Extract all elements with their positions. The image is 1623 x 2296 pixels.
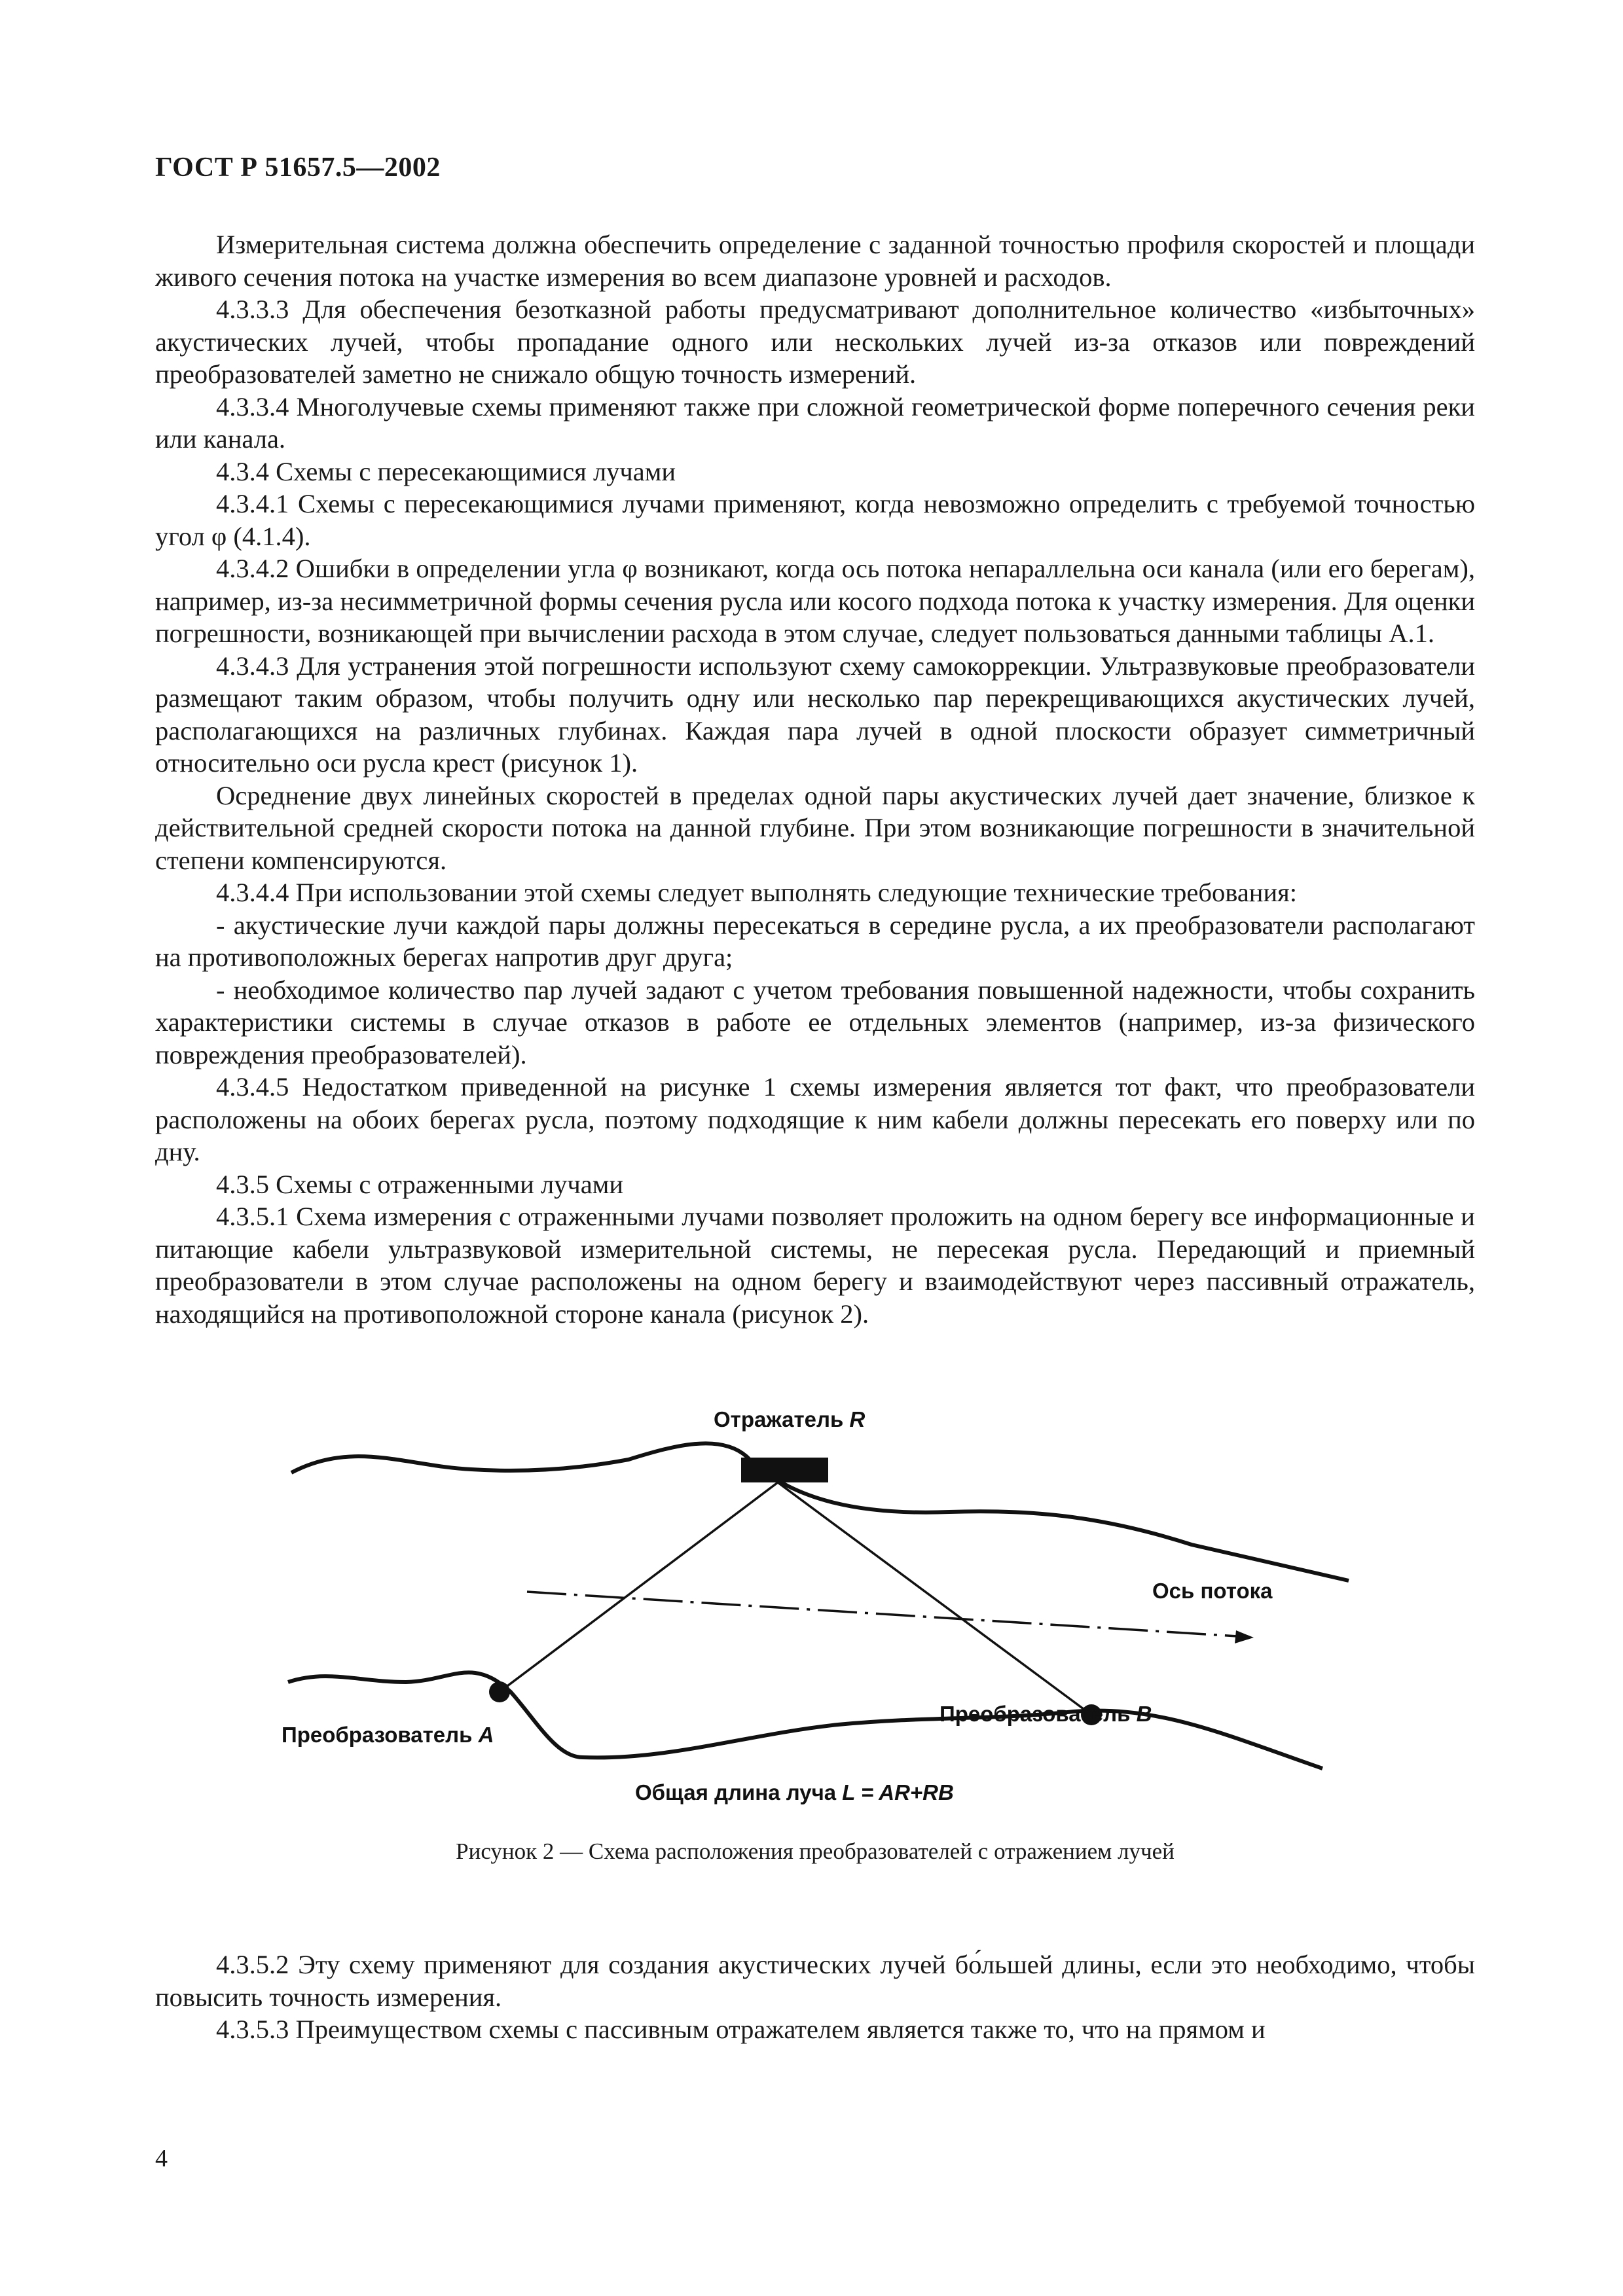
- transducer-a-dot: [489, 1681, 510, 1702]
- document-header: ГОСТ Р 51657.5—2002: [155, 152, 441, 183]
- paragraph: 4.3.4.1 Схемы с пересекающимися лучами применяют, когда невозможно определить с требуемой точностью угол φ (4.1.4).: [155, 489, 1475, 551]
- page-number: 4: [155, 2145, 168, 2172]
- reflector-label: Отражатель R: [714, 1407, 866, 1431]
- paragraph: 4.3.4.5 Недостатком приведенной на рисунке 1 схемы измерения является тот факт, что преобразователи расположены на обоих берегах русла, поэтому подходящие к ним кабели должны пересекать его поверху или по дну.: [155, 1072, 1475, 1166]
- transducer-a-label: Преобразователь A: [282, 1723, 494, 1747]
- paragraph: 4.3.3.4 Многолучевые схемы применяют также при сложной геометрической форме поперечного сечения реки или канала.: [155, 391, 1475, 454]
- section-heading: 4.3.5 Схемы с отраженными лучами: [216, 1169, 624, 1199]
- list-item: - акустические лучи каждой пары должны пересекаться в середине русла, а их преобразователи располагают на противоположных берегах напротив друг друга;: [155, 910, 1475, 972]
- flow-axis-line: [527, 1592, 1237, 1636]
- paragraph: 4.3.5.3 Преимуществом схемы с пассивным отражателем является также то, что на прямом и: [216, 2015, 1266, 2044]
- body-text-top: [155, 228, 1475, 1330]
- paragraph: Осреднение двух линейных скоростей в пределах одной пары акустических лучей дает значение, близкое к действительной средней скорости потока на данной глубине. При этом возникающие погрешности в значительной степени компенсируются.: [155, 780, 1475, 875]
- paragraph: 4.3.4.3 Для устранения этой погрешности используют схему самокоррекции. Ультразвуковые преобразователи размещают таким образом, чтобы получить одну или несколько пар перекрещивающихся акустических лучей, располагающихся на различных глубинах. Каждая пара лучей в одной плоскости образует симметричный относительно оси русла крест (рисунок 1).: [155, 651, 1475, 778]
- lower-bank-line: [288, 1672, 1322, 1768]
- reflection-scheme-figure: [275, 1394, 1362, 1813]
- path-length-label: Общая длина луча L = AR+RB: [635, 1780, 954, 1804]
- paragraph: 4.3.5.2 Эту схему применяют для создания акустических лучей бо́льшей длины, если это необходимо, чтобы повысить точность измерения.: [155, 1950, 1475, 2012]
- beam-ar: [500, 1482, 778, 1692]
- paragraph: 4.3.5.1 Схема измерения с отраженными лучами позволяет проложить на одном берегу все информационные и питающие кабели ультразвуковой измерительной системы, не пересекая русла. Передающий и приемный преобразователи в этом случае расположены на одном берегу и взаимодействуют через пассивный отражатель, находящийся на противоположной стороне канала (рисунок 2).: [155, 1202, 1475, 1329]
- paragraph: 4.3.3.3 Для обеспечения безотказной работы предусматривают дополнительное количество «избыточных» акустических лучей, чтобы пропадание одного или нескольких лучей из-за отказов или повреждений преобразователей заметно не снижало общую точность измерений.: [155, 295, 1475, 389]
- flow-axis-label: Ось потока: [1152, 1579, 1273, 1603]
- section-heading: 4.3.4 Схемы с пересекающимися лучами: [216, 456, 676, 486]
- figure-caption: Рисунок 2 — Схема расположения преобразователей с отражением лучей: [456, 1839, 1175, 1864]
- transducer-b-label: Преобразователь B: [939, 1702, 1152, 1726]
- reflector-block: [741, 1458, 828, 1482]
- flow-axis-arrow-icon: [1235, 1630, 1254, 1643]
- list-item: - необходимое количество пар лучей задают с учетом требования повышенной надежности, чтобы сохранить характеристики системы в случае отказов в работе ее отдельных элементов (например, из-за физического повреждения преобразователей).: [155, 975, 1475, 1069]
- figure-drawing: [275, 1394, 1362, 1813]
- beam-rb: [778, 1482, 1091, 1715]
- paragraph: 4.3.4.2 Ошибки в определении угла φ возникают, когда ось потока непараллельна оси канала (или его берегам), например, из-за несимметричной формы сечения русла или косого подхода потока к участку измерения. Для оценки погрешности, возникающей при вычислении расхода в этом случае, следует пользоваться данными таблицы А.1.: [155, 554, 1475, 648]
- paragraph: Измерительная система должна обеспечить определение с заданной точностью профиля скоростей и площади живого сечения потока на участке измерения во всем диапазоне уровней и расходов.: [155, 230, 1475, 292]
- paragraph: 4.3.4.4 При использовании этой схемы следует выполнять следующие технические требования:: [216, 878, 1298, 907]
- body-text-bottom: [155, 1948, 1475, 2046]
